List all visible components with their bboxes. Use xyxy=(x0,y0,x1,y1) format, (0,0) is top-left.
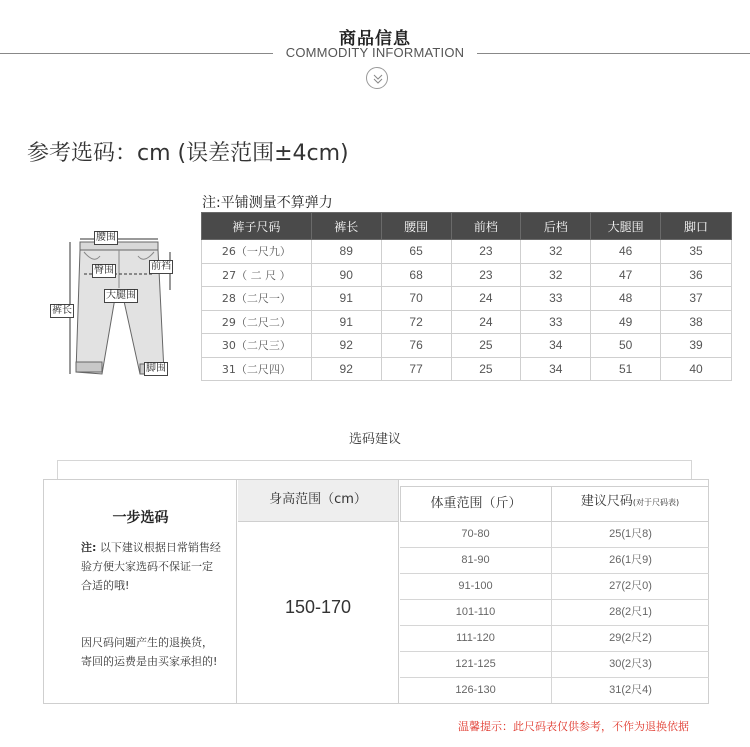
table-cell: 49 xyxy=(591,310,661,334)
header-divider-right xyxy=(477,53,750,54)
header-thigh: 大腿围 xyxy=(591,213,661,240)
table-cell: 50 xyxy=(591,334,661,358)
table-cell: 77 xyxy=(381,357,451,381)
table-cell: 23 xyxy=(451,240,521,264)
table-cell: 33 xyxy=(521,287,591,311)
section-subtitle: COMMODITY INFORMATION xyxy=(285,45,465,60)
suggested-size-sublabel: (对于尺码表) xyxy=(632,498,680,507)
diagram-label-hip: 臀围 xyxy=(94,265,114,276)
table-cell: 92 xyxy=(311,334,381,358)
table-cell: 90 xyxy=(311,263,381,287)
size-cell: 30(2尺3) xyxy=(609,658,652,670)
table-cell: 34 xyxy=(521,334,591,358)
table-cell: 38 xyxy=(661,310,732,334)
table-cell: 31（二尺四） xyxy=(202,357,312,381)
table-row xyxy=(202,240,732,264)
table-row xyxy=(202,310,732,334)
note-label: 注: xyxy=(81,541,97,554)
header-size: 裤子尺码 xyxy=(202,213,312,240)
table-cell: 34 xyxy=(521,357,591,381)
weight-cell: 81-90 xyxy=(400,548,552,573)
table-cell: 91 xyxy=(311,310,381,334)
table-cell: 92 xyxy=(311,357,381,381)
table-cell: 76 xyxy=(381,334,451,358)
measurement-note: 注:平铺测量不算弹力 xyxy=(202,195,333,211)
height-range-header: 身高范围（cm） xyxy=(238,480,399,522)
table-cell: 40 xyxy=(661,357,732,381)
pants-illustration xyxy=(44,222,204,384)
table-cell: 28（二尺一） xyxy=(202,287,312,311)
warm-tip: 温馨提示：此尺码表仅供参考，不作为退换依据 xyxy=(458,720,689,733)
size-cell: 31(2尺4) xyxy=(609,684,652,696)
table-row xyxy=(202,263,732,287)
header-waist: 腰围 xyxy=(381,213,451,240)
note-text: 以下建议根据日常销售经验方便大家选码不保证一定合适的哦! xyxy=(81,541,221,592)
size-cell: 29(2尺2) xyxy=(609,632,652,644)
recommendation-row xyxy=(400,600,709,626)
table-cell: 91 xyxy=(311,287,381,311)
table-cell: 30（二尺三） xyxy=(202,334,312,358)
table-cell: 26（一尺九） xyxy=(202,240,312,264)
diagram-label-front-rise: 前裆 xyxy=(151,261,171,272)
table-cell: 46 xyxy=(591,240,661,264)
table-cell: 25 xyxy=(451,334,521,358)
table-cell: 35 xyxy=(661,240,732,264)
table-cell: 65 xyxy=(381,240,451,264)
size-table-header-row xyxy=(202,213,732,240)
recommendation-notes xyxy=(44,480,237,703)
weight-cell: 101-110 xyxy=(400,600,552,625)
recommendation-row xyxy=(400,522,709,548)
table-row xyxy=(202,334,732,358)
diagram-label-length: 裤长 xyxy=(52,305,72,316)
suggested-size-header xyxy=(552,486,709,522)
reference-size-heading: 参考选码：cm (误差范围±4cm) xyxy=(27,141,349,166)
table-row xyxy=(202,287,732,311)
table-cell: 72 xyxy=(381,310,451,334)
table-cell: 32 xyxy=(521,263,591,287)
recommendation-note xyxy=(81,538,221,595)
size-cell: 25(1尺8) xyxy=(609,528,652,540)
size-cell: 28(2尺1) xyxy=(609,606,652,618)
table-row xyxy=(202,357,732,381)
table-cell: 39 xyxy=(661,334,732,358)
recommendation-row xyxy=(400,652,709,678)
table-cell: 24 xyxy=(451,310,521,334)
header-back-rise: 后档 xyxy=(521,213,591,240)
table-cell: 36 xyxy=(661,263,732,287)
table-cell: 68 xyxy=(381,263,451,287)
table-cell: 23 xyxy=(451,263,521,287)
weight-cell: 91-100 xyxy=(400,574,552,599)
size-cell: 26(1尺9) xyxy=(609,554,652,566)
recommendation-panel xyxy=(43,479,709,704)
section-title: 商品信息 xyxy=(339,29,411,49)
diagram-label-thigh: 大腿围 xyxy=(106,290,136,301)
table-cell: 24 xyxy=(451,287,521,311)
header-hem: 脚口 xyxy=(661,213,732,240)
table-cell: 32 xyxy=(521,240,591,264)
table-cell: 51 xyxy=(591,357,661,381)
table-cell: 48 xyxy=(591,287,661,311)
return-shipping-note: 因尺码问题产生的退换货，寄回的运费是由买家承担的! xyxy=(81,636,218,668)
weight-cell: 70-80 xyxy=(400,522,552,547)
table-cell: 25 xyxy=(451,357,521,381)
diagram-label-hem: 脚围 xyxy=(146,363,166,374)
table-cell: 33 xyxy=(521,310,591,334)
recommendation-row xyxy=(400,548,709,574)
recommendation-heading: 选码建议 xyxy=(348,432,401,447)
header-front-rise: 前档 xyxy=(451,213,521,240)
table-cell: 70 xyxy=(381,287,451,311)
step-title: 一步选码 xyxy=(112,510,169,526)
height-range-value: 150-170 xyxy=(238,522,399,703)
table-cell: 27（ 二 尺 ） xyxy=(202,263,312,287)
size-cell: 27(2尺0) xyxy=(609,580,652,592)
recommendation-row xyxy=(400,574,709,600)
recommendation-row xyxy=(400,678,709,704)
suggested-size-label: 建议尺码 xyxy=(580,494,633,509)
chevron-down-circle-icon xyxy=(366,67,388,89)
pants-measurement-diagram xyxy=(44,222,204,384)
diagram-label-waist: 腰围 xyxy=(96,232,116,243)
table-cell: 47 xyxy=(591,263,661,287)
weight-range-header: 体重范围（斤） xyxy=(400,486,552,522)
header-length: 裤长 xyxy=(311,213,381,240)
table-cell: 29（二尺二） xyxy=(202,310,312,334)
size-table xyxy=(201,212,732,381)
table-cell: 37 xyxy=(661,287,732,311)
table-cell: 89 xyxy=(311,240,381,264)
weight-cell: 121-125 xyxy=(400,652,552,677)
recommendation-row xyxy=(400,626,709,652)
weight-cell: 111-120 xyxy=(400,626,552,651)
weight-cell: 126-130 xyxy=(400,678,552,703)
